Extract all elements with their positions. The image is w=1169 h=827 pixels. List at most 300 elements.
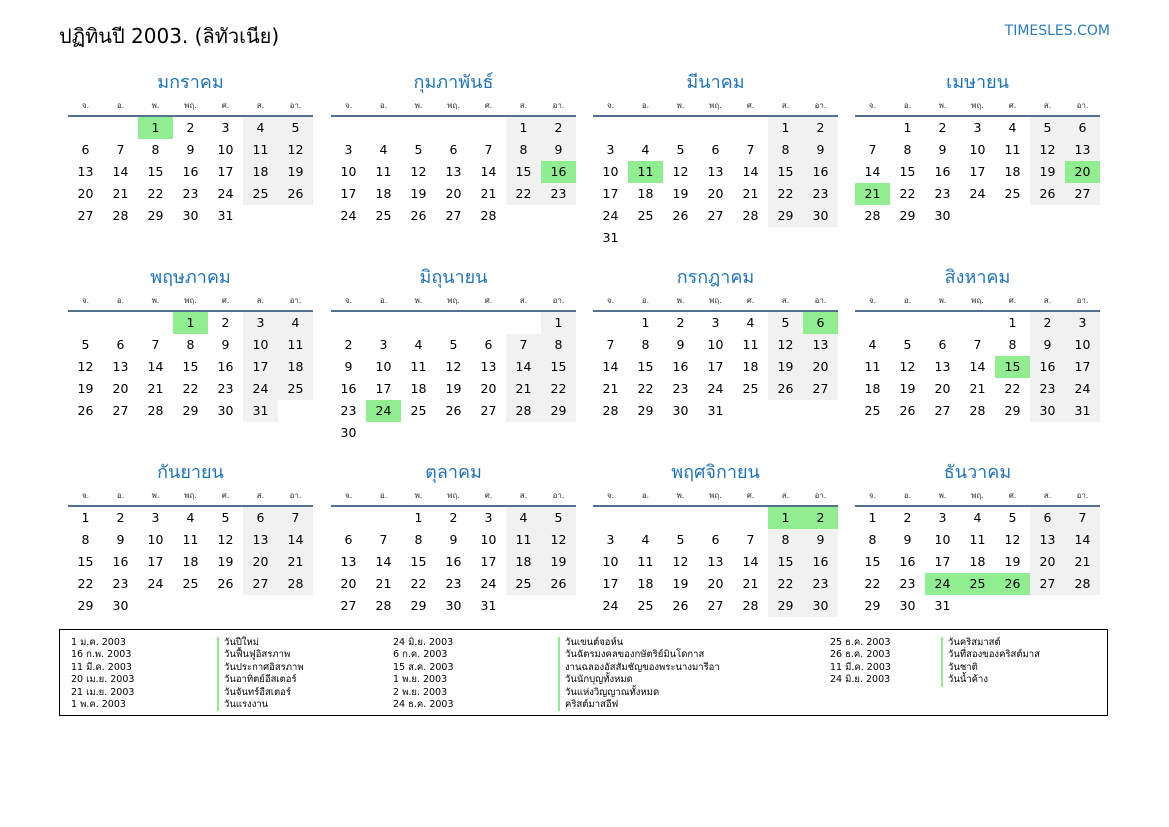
- day-cell: 9: [803, 139, 838, 161]
- holiday-date: 6 ก.ค. 2003: [393, 649, 448, 661]
- day-cell: 22: [182, 381, 199, 396]
- day-cell: 12: [672, 164, 689, 179]
- day-cell: 29: [410, 598, 427, 613]
- day-cell: 15: [410, 554, 427, 569]
- day-cell: 20: [112, 381, 129, 396]
- day-cell: 8: [1008, 337, 1017, 352]
- day-cell: 11: [278, 334, 313, 356]
- day-cell: 12: [445, 359, 462, 374]
- day-cell: 4: [379, 142, 388, 157]
- weekday-label: อ.: [116, 296, 125, 305]
- day-cell: 25: [960, 573, 995, 595]
- month-block: [593, 265, 838, 422]
- day-cell: 2: [676, 315, 685, 330]
- day-cell: 23: [112, 576, 129, 591]
- day-cell: 16: [541, 161, 576, 183]
- day-cell: 28: [147, 403, 164, 418]
- day-cell: 10: [480, 532, 497, 547]
- weekday-label: พฤ.: [447, 491, 460, 500]
- day-cell: 22: [1004, 381, 1021, 396]
- day-cell: 14: [480, 164, 497, 179]
- day-cell: 17: [243, 356, 278, 378]
- weekday-label: พ.: [151, 296, 160, 305]
- day-cell: 3: [379, 337, 388, 352]
- day-cell: 26: [672, 598, 689, 613]
- day-cell: 14: [506, 356, 541, 378]
- empty-cell: [331, 507, 366, 529]
- holiday-date: 26 ธ.ค. 2003: [830, 649, 891, 661]
- weekday-label: อา.: [289, 296, 302, 305]
- day-cell: 24: [602, 208, 619, 223]
- day-cell: 31: [934, 598, 951, 613]
- day-cell: 18: [637, 186, 654, 201]
- day-cell: 7: [746, 532, 755, 547]
- empty-cell: [733, 507, 768, 529]
- weekday-header: [855, 96, 1100, 117]
- day-cell: 2: [803, 117, 838, 139]
- day-cell: 9: [116, 532, 125, 547]
- day-cell: 10: [969, 142, 986, 157]
- day-cell: 25: [506, 573, 541, 595]
- day-cell: 21: [375, 576, 392, 591]
- day-cell: 2: [803, 507, 838, 529]
- day-cell: 27: [445, 208, 462, 223]
- day-cell: 20: [340, 576, 357, 591]
- day-cell: 1: [1008, 315, 1017, 330]
- day-cell: 26: [445, 403, 462, 418]
- weekday-label: อ.: [379, 101, 388, 110]
- day-cell: 30: [934, 208, 951, 223]
- holiday-date: 11 มี.ค. 2003: [71, 661, 132, 673]
- holiday-name: งานฉลองอัสสัมชัญของพระนางมารีอา: [565, 661, 720, 673]
- day-cell: 3: [243, 312, 278, 334]
- day-cell: 19: [1030, 161, 1065, 183]
- holiday-name: คริสต์มาสอีฟ: [565, 699, 619, 711]
- day-cell: 21: [742, 186, 759, 201]
- day-cell: 19: [768, 356, 803, 378]
- day-cell: 15: [77, 554, 94, 569]
- day-cell: 17: [602, 576, 619, 591]
- day-cell: 11: [864, 359, 881, 374]
- day-cell: 17: [969, 164, 986, 179]
- day-cell: 7: [606, 337, 615, 352]
- weekday-label: ส.: [1043, 491, 1052, 500]
- day-cell: 28: [969, 403, 986, 418]
- weekday-header: [68, 291, 313, 312]
- day-cell: 17: [602, 186, 619, 201]
- month-block: [593, 70, 838, 249]
- day-cell: 20: [1065, 161, 1100, 183]
- day-cell: 8: [81, 532, 90, 547]
- weekday-label: พฤ.: [971, 296, 984, 305]
- day-cell: 10: [340, 164, 357, 179]
- day-cell: 10: [1065, 334, 1100, 356]
- day-cell: 2: [541, 117, 576, 139]
- day-cell: 14: [278, 529, 313, 551]
- empty-cell: [138, 312, 173, 334]
- day-cell: 24: [147, 576, 164, 591]
- day-cell: 3: [973, 120, 982, 135]
- day-cell: 29: [768, 205, 803, 227]
- weekday-label: พ.: [676, 296, 685, 305]
- day-cell: 4: [1008, 120, 1017, 135]
- day-cell: 9: [938, 142, 947, 157]
- month-title: ตุลาคม: [425, 462, 482, 483]
- day-cell: 11: [410, 359, 427, 374]
- day-cell: 15: [864, 554, 881, 569]
- day-cell: 9: [803, 529, 838, 551]
- day-cell: 31: [1065, 400, 1100, 422]
- day-cell: 12: [672, 554, 689, 569]
- day-cell: 31: [243, 400, 278, 422]
- weekday-label: อา.: [1076, 296, 1089, 305]
- day-cell: 18: [278, 356, 313, 378]
- day-cell: 3: [484, 510, 493, 525]
- weekday-label: พฤ.: [447, 101, 460, 110]
- day-cell: 3: [151, 510, 160, 525]
- day-cell: 7: [1065, 507, 1100, 529]
- day-cell: 27: [77, 208, 94, 223]
- day-cell: 22: [864, 576, 881, 591]
- empty-cell: [593, 117, 628, 139]
- month-block: [593, 460, 838, 617]
- day-cell: 27: [707, 598, 724, 613]
- empty-cell: [663, 507, 698, 529]
- holiday-date: 24 ธ.ค. 2003: [393, 699, 454, 711]
- empty-cell: [471, 312, 506, 334]
- day-cell: 16: [217, 359, 234, 374]
- day-cell: 13: [934, 359, 951, 374]
- day-cell: 29: [147, 208, 164, 223]
- day-cell: 4: [506, 507, 541, 529]
- day-cell: 2: [938, 120, 947, 135]
- day-cell: 23: [217, 381, 234, 396]
- day-cell: 9: [449, 532, 458, 547]
- day-cell: 19: [899, 381, 916, 396]
- day-cell: 30: [445, 598, 462, 613]
- day-cell: 8: [151, 142, 160, 157]
- day-cell: 16: [803, 161, 838, 183]
- day-cell: 25: [1004, 186, 1021, 201]
- day-cell: 6: [711, 532, 720, 547]
- day-cell: 17: [147, 554, 164, 569]
- day-cell: 11: [506, 529, 541, 551]
- holiday-name: วันฉัตรมงคลของกษัตริย์มินโดกาส: [565, 649, 705, 661]
- day-cell: 10: [602, 164, 619, 179]
- day-cell: 18: [1004, 164, 1021, 179]
- weekday-header: [68, 486, 313, 507]
- day-cell: 5: [81, 337, 90, 352]
- day-cell: 30: [803, 595, 838, 617]
- empty-cell: [366, 117, 401, 139]
- day-cell: 27: [480, 403, 497, 418]
- day-cell: 13: [77, 164, 94, 179]
- day-cell: 3: [606, 532, 615, 547]
- day-cell: 23: [899, 576, 916, 591]
- empty-cell: [628, 507, 663, 529]
- weekday-header: [331, 291, 576, 312]
- day-cell: 26: [410, 208, 427, 223]
- day-cell: 16: [1030, 356, 1065, 378]
- day-cell: 10: [934, 532, 951, 547]
- month-title: ธันวาคม: [943, 462, 1012, 483]
- empty-cell: [401, 117, 436, 139]
- holiday-date: 15 ส.ค. 2003: [393, 661, 454, 673]
- weekday-label: อ.: [641, 101, 650, 110]
- day-cell: 28: [375, 598, 392, 613]
- day-cell: 10: [217, 142, 234, 157]
- day-cell: 8: [868, 532, 877, 547]
- day-cell: 15: [637, 359, 654, 374]
- day-cell: 8: [768, 529, 803, 551]
- day-cell: 30: [672, 403, 689, 418]
- day-cell: 3: [938, 510, 947, 525]
- weekday-label: ส.: [781, 491, 790, 500]
- weekday-label: ส.: [1043, 101, 1052, 110]
- holiday-name-column: [558, 637, 720, 711]
- empty-cell: [331, 312, 366, 334]
- weekday-label: จ.: [868, 296, 877, 305]
- day-cell: 16: [899, 554, 916, 569]
- weekday-header: [68, 96, 313, 117]
- day-cell: 25: [278, 378, 313, 400]
- day-cell: 17: [934, 554, 951, 569]
- day-cell: 7: [973, 337, 982, 352]
- weekday-label: พฤ.: [709, 101, 722, 110]
- day-cell: 2: [1030, 312, 1065, 334]
- day-cell: 24: [1065, 378, 1100, 400]
- day-cell: 27: [934, 403, 951, 418]
- day-cell: 21: [147, 381, 164, 396]
- empty-cell: [890, 312, 925, 334]
- month-block: [331, 460, 576, 617]
- day-cell: 21: [112, 186, 129, 201]
- page-title: ปฏิทินปี 2003. (ลิทัวเนีย): [59, 24, 280, 48]
- day-cell: 15: [506, 161, 541, 183]
- day-cell: 8: [506, 139, 541, 161]
- holiday-date-column: [393, 637, 454, 711]
- weekday-label: อ.: [903, 101, 912, 110]
- day-cell: 20: [803, 356, 838, 378]
- day-cell: 25: [637, 208, 654, 223]
- day-cell: 27: [112, 403, 129, 418]
- weekday-label: จ.: [606, 101, 615, 110]
- holiday-date-column: [830, 637, 891, 687]
- weekday-label: อา.: [289, 491, 302, 500]
- weekday-label: ส.: [519, 491, 528, 500]
- day-cell: 12: [768, 334, 803, 356]
- weekday-label: ศ.: [484, 101, 493, 110]
- day-cell: 23: [934, 186, 951, 201]
- weekday-header: [331, 96, 576, 117]
- day-cell: 5: [1030, 117, 1065, 139]
- day-cell: 21: [855, 183, 890, 205]
- day-cell: 5: [541, 507, 576, 529]
- empty-cell: [593, 507, 628, 529]
- weekday-label: ศ.: [1008, 491, 1017, 500]
- weekday-label: ศ.: [1008, 296, 1017, 305]
- day-cell: 25: [864, 403, 881, 418]
- day-cell: 13: [480, 359, 497, 374]
- empty-cell: [506, 312, 541, 334]
- day-cell: 6: [711, 142, 720, 157]
- month-title: สิงหาคม: [944, 267, 1011, 288]
- day-cell: 22: [768, 183, 803, 205]
- day-cell: 29: [899, 208, 916, 223]
- weekday-label: อา.: [552, 296, 565, 305]
- month-title: มกราคม: [157, 72, 224, 93]
- day-cell: 7: [746, 142, 755, 157]
- weekday-label: พฤ.: [971, 491, 984, 500]
- empty-cell: [103, 312, 138, 334]
- day-cell: 23: [672, 381, 689, 396]
- day-cell: 8: [641, 337, 650, 352]
- day-cell: 28: [112, 208, 129, 223]
- day-cell: 21: [969, 381, 986, 396]
- weekday-label: ศ.: [1008, 101, 1017, 110]
- day-cell: 18: [637, 576, 654, 591]
- day-cell: 2: [221, 315, 230, 330]
- empty-cell: [68, 117, 103, 139]
- day-cell: 16: [445, 554, 462, 569]
- month-block: [68, 460, 313, 617]
- holiday-date: 21 เม.ย. 2003: [71, 686, 135, 698]
- day-cell: 26: [995, 573, 1030, 595]
- day-cell: 19: [672, 186, 689, 201]
- empty-cell: [855, 117, 890, 139]
- empty-cell: [698, 117, 733, 139]
- day-cell: 12: [1004, 532, 1021, 547]
- day-cell: 13: [340, 554, 357, 569]
- month-title: มีนาคม: [686, 72, 745, 93]
- day-grid: [331, 312, 576, 444]
- holiday-date-column: [71, 637, 134, 711]
- day-cell: 30: [803, 205, 838, 227]
- day-cell: 24: [366, 400, 401, 422]
- day-cell: 16: [112, 554, 129, 569]
- day-cell: 23: [182, 186, 199, 201]
- day-cell: 15: [147, 164, 164, 179]
- day-cell: 2: [344, 337, 353, 352]
- day-cell: 1: [641, 315, 650, 330]
- day-cell: 13: [1065, 139, 1100, 161]
- weekday-header: [593, 291, 838, 312]
- empty-cell: [366, 507, 401, 529]
- holiday-name: วันน้ำค้าง: [948, 674, 988, 686]
- day-cell: 11: [969, 532, 986, 547]
- weekday-label: อ.: [641, 491, 650, 500]
- day-cell: 26: [77, 403, 94, 418]
- day-cell: 24: [480, 576, 497, 591]
- weekday-label: อ.: [641, 296, 650, 305]
- day-grid: [68, 507, 313, 617]
- day-cell: 12: [410, 164, 427, 179]
- day-cell: 11: [628, 161, 663, 183]
- day-cell: 18: [182, 554, 199, 569]
- holiday-name: วันจันทร์อีสเตอร์: [224, 686, 291, 698]
- holiday-date: 20 เม.ย. 2003: [71, 674, 135, 686]
- day-cell: 2: [116, 510, 125, 525]
- day-cell: 19: [672, 576, 689, 591]
- day-cell: 20: [1030, 551, 1065, 573]
- weekday-label: อ.: [379, 296, 388, 305]
- day-cell: 23: [541, 183, 576, 205]
- day-cell: 30: [899, 598, 916, 613]
- day-grid: [855, 117, 1100, 227]
- day-cell: 29: [768, 595, 803, 617]
- weekday-label: จ.: [344, 296, 353, 305]
- day-cell: 29: [637, 403, 654, 418]
- day-cell: 7: [278, 507, 313, 529]
- weekday-label: จ.: [344, 491, 353, 500]
- weekday-label: อา.: [1076, 491, 1089, 500]
- day-cell: 30: [182, 208, 199, 223]
- day-cell: 4: [278, 312, 313, 334]
- day-cell: 3: [711, 315, 720, 330]
- day-cell: 31: [480, 598, 497, 613]
- day-grid: [855, 312, 1100, 422]
- day-cell: 18: [375, 186, 392, 201]
- day-grid: [855, 507, 1100, 617]
- day-cell: 28: [278, 573, 313, 595]
- empty-cell: [855, 312, 890, 334]
- day-cell: 18: [410, 381, 427, 396]
- month-title: พฤศจิกายน: [671, 462, 760, 483]
- day-cell: 5: [676, 142, 685, 157]
- month-title: กันยายน: [157, 462, 224, 483]
- month-title: มิถุนายน: [419, 267, 488, 288]
- day-cell: 1: [768, 507, 803, 529]
- day-cell: 13: [707, 164, 724, 179]
- day-cell: 21: [602, 381, 619, 396]
- day-cell: 19: [1004, 554, 1021, 569]
- day-cell: 20: [707, 576, 724, 591]
- day-cell: 26: [768, 378, 803, 400]
- empty-cell: [663, 117, 698, 139]
- day-cell: 27: [1030, 573, 1065, 595]
- day-cell: 4: [641, 532, 650, 547]
- day-cell: 17: [217, 164, 234, 179]
- holiday-list: [59, 629, 1108, 716]
- holiday-name: วันชาติ: [948, 661, 978, 673]
- day-cell: 7: [379, 532, 388, 547]
- day-cell: 23: [445, 576, 462, 591]
- day-cell: 15: [182, 359, 199, 374]
- day-cell: 9: [903, 532, 912, 547]
- day-cell: 13: [445, 164, 462, 179]
- day-cell: 29: [182, 403, 199, 418]
- weekday-label: จ.: [868, 491, 877, 500]
- day-cell: 18: [969, 554, 986, 569]
- day-cell: 21: [278, 551, 313, 573]
- day-cell: 22: [768, 573, 803, 595]
- day-cell: 11: [182, 532, 199, 547]
- day-cell: 1: [868, 510, 877, 525]
- day-grid: [68, 312, 313, 422]
- day-cell: 4: [186, 510, 195, 525]
- day-cell: 4: [243, 117, 278, 139]
- empty-cell: [628, 117, 663, 139]
- weekday-label: พฤ.: [184, 491, 197, 500]
- weekday-label: อ.: [379, 491, 388, 500]
- brand-link[interactable]: TIMESLES.COM: [1004, 23, 1110, 39]
- day-cell: 14: [742, 554, 759, 569]
- weekday-label: ส.: [256, 491, 265, 500]
- empty-cell: [436, 117, 471, 139]
- day-cell: 8: [541, 334, 576, 356]
- day-cell: 27: [243, 573, 278, 595]
- day-grid: [593, 117, 838, 249]
